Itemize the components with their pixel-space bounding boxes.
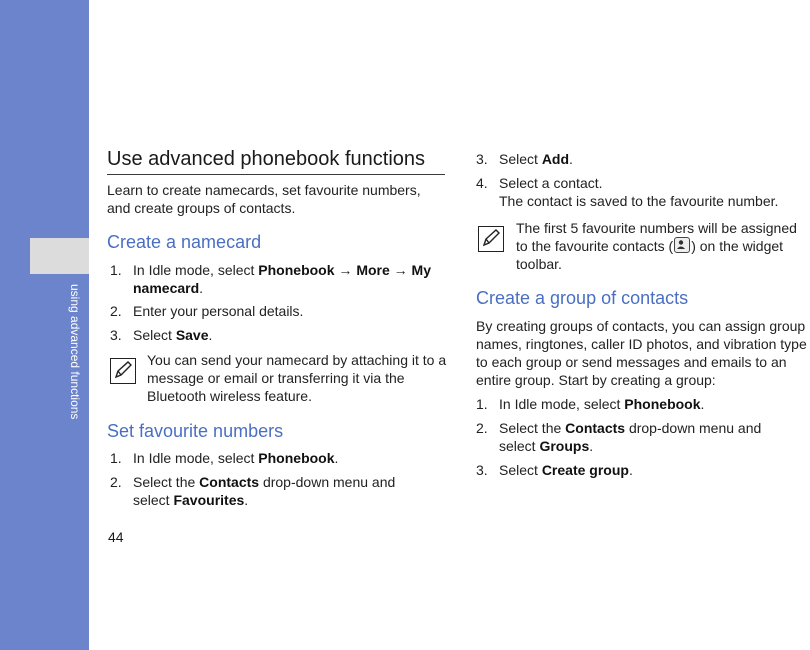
sidebar-section-label: using advanced functions — [68, 284, 82, 420]
favourites-heading: Set favourite numbers — [107, 421, 284, 441]
namecard-heading: Create a namecard — [107, 232, 262, 252]
page-number: 44 — [108, 529, 124, 545]
note-pencil-icon — [478, 226, 504, 252]
sidebar-tab — [30, 238, 89, 274]
group-heading: Create a group of contacts — [476, 288, 689, 308]
intro-text: Learn to create namecards, set favourite numbers, and create groups of contacts. — [107, 182, 421, 216]
favourite-contacts-icon — [674, 237, 690, 253]
page-title: Use advanced phonebook functions — [107, 148, 445, 175]
group-intro: By creating groups of contacts, you can assign group names, ringtones, caller ID photos, and vibration type to each group or send messages and emails to an entire group. Start by creating a group: — [476, 318, 807, 388]
note-pencil-icon — [110, 358, 136, 384]
